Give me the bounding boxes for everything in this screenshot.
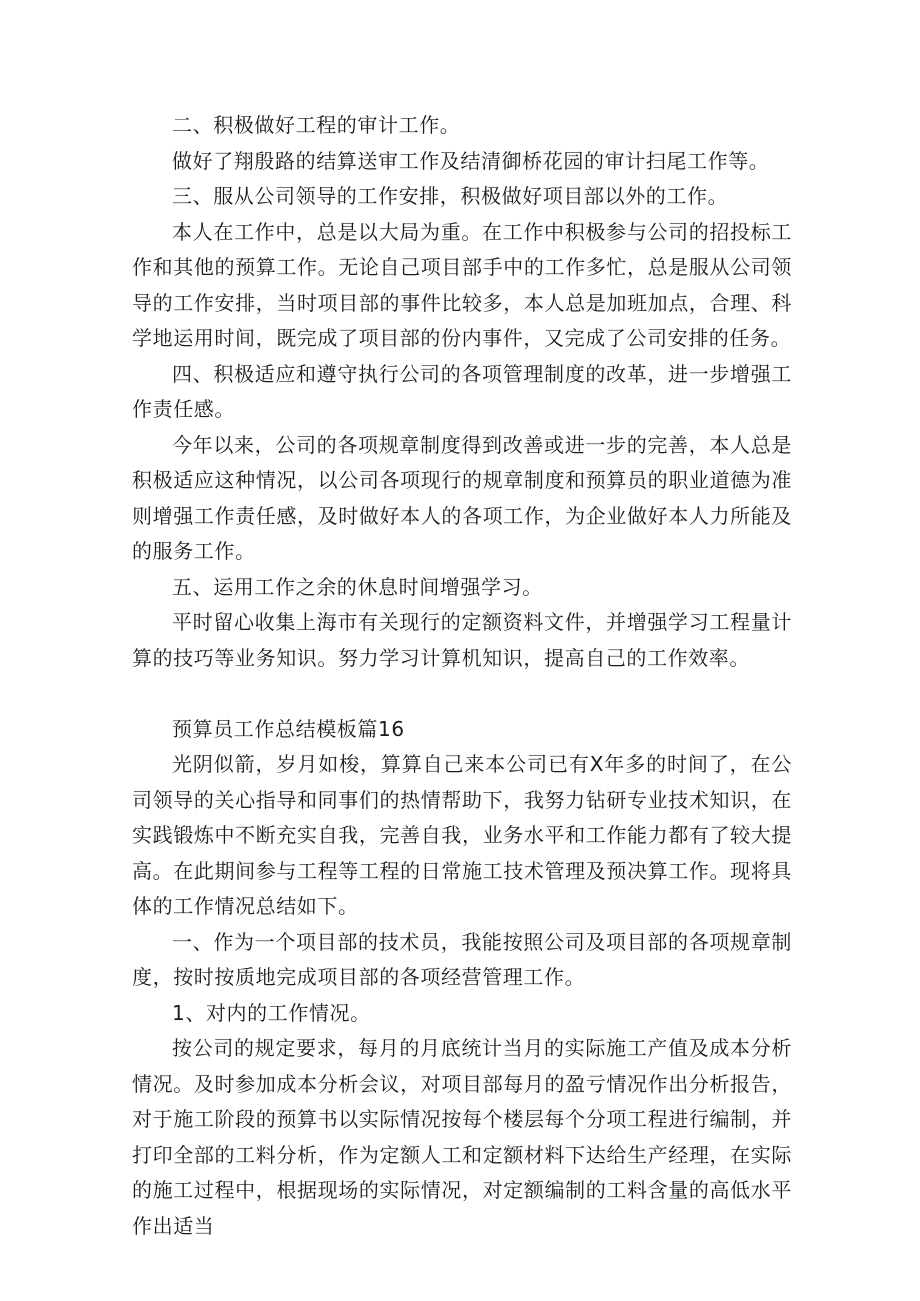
paragraph-intro: 光阴似箭，岁月如梭，算算自己来本公司已有X年多的时间了，在公司领导的关心指导和同事们的热情帮助下，我努力钻研专业技术知识，在实践锻炼中不断充实自我，完善自我，业务水平和工作能力都有了较大提高。在此期间参与工程等工程的日常施工技术管理及预决算工作。现将具体的工作情况总结如下。	[132, 752, 792, 918]
paragraph-this-year: 今年以来，公司的各项规章制度得到改善或进一步的完善，本人总是积极适应这种情况，以公司各项现行的规章制度和预算员的职业道德为准则增强工作责任感，及时做好本人的各项工作，为企业做好本人力所能及的服务工作。	[132, 432, 792, 563]
paragraph-study-heading: 五、运用工作之余的休息时间增强学习。	[172, 574, 543, 599]
paragraph-internal-body: 按公司的规定要求，每月的月底统计当月的实际施工产值及成本分析情况。及时参加成本分析会议，对项目部每月的盈亏情况作出分析报告，对于施工阶段的预算书以实际情况按每个楼层每个分项工程进行编制，并打印全部的工料分析，作为定额人工和定额材料下达给生产经理，在实际的施工过程中，根据现场的实际情况，对定额编制的工料含量的高低水平作出适当	[132, 1036, 792, 1238]
paragraph-settlement: 做好了翔殷路的结算送审工作及结清御桥花园的审计扫尾工作等。	[172, 148, 770, 173]
paragraph-audit-heading: 二、积极做好工程的审计工作。	[172, 113, 461, 137]
paragraph-big-picture: 本人在工作中，总是以大局为重。在工作中积极参与公司的招投标工作和其他的预算工作。无论自己项目部手中的工作多忙，总是服从公司领导的工作安排，当时项目部的事件比较多，本人总是加班加点，合理、科学地运用时间，既完成了项目部的份内事件，又完成了公司安排的任务。	[132, 219, 792, 350]
paragraph-study-body: 平时留心收集上海市有关现行的定额资料文件，并增强学习工程量计算的技巧等业务知识。努力学习计算机知识，提高自己的工作效率。	[132, 610, 792, 670]
section-title: 预算员工作总结模板篇16	[172, 716, 405, 741]
paragraph-internal-heading: 1、对内的工作情况。	[172, 1000, 371, 1025]
document-body	[132, 108, 792, 1244]
paragraph-obey-heading: 三、服从公司领导的工作安排，积极做好项目部以外的工作。	[172, 184, 729, 208]
paragraph-technician-heading: 一、作为一个项目部的技术员，我能按照公司及项目部的各项规章制度，按时按质地完成项目部的各项经营管理工作。	[132, 929, 792, 989]
paragraph-adapt-heading: 四、积极适应和遵守执行公司的各项管理制度的改革，进一步增强工作责任感。	[132, 361, 792, 421]
